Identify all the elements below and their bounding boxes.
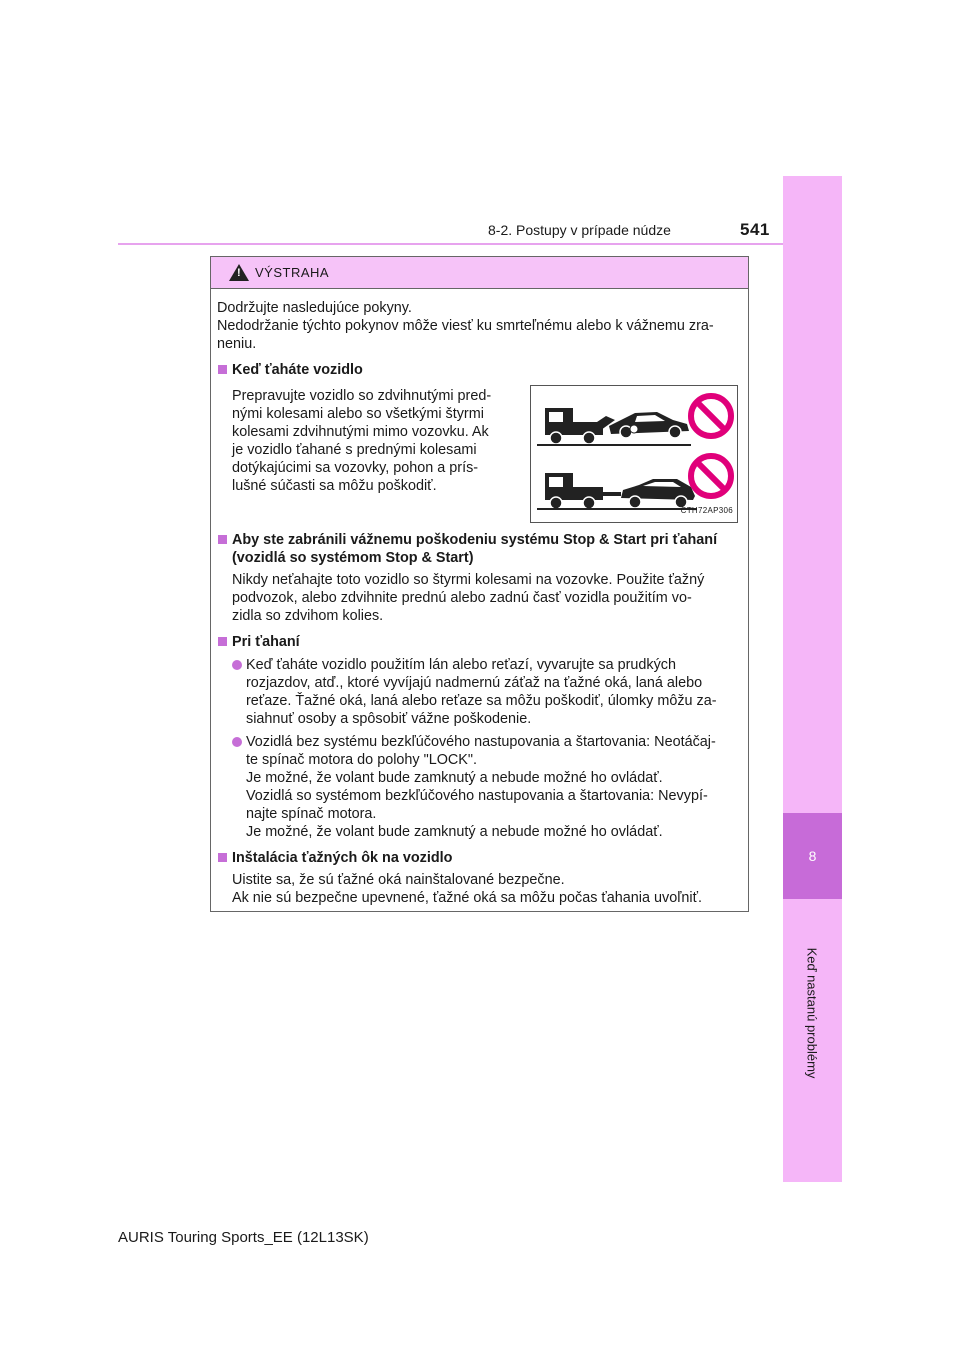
- warning-header: [211, 257, 748, 289]
- chapter-title: Keď nastanú problémy: [804, 947, 820, 1079]
- section-heading-stop-start: Aby ste zabránili vážnemu poškodeniu systému Stop & Start pri ťahaní (vozidlá so systémom Stop & Start): [217, 531, 738, 567]
- tow-truck-bottom: [545, 473, 621, 509]
- warning-triangle-icon: [229, 264, 249, 281]
- during-towing-item-2: Vozidlá bez systému bezkľúčového nastupovania a štartovania: Neotáčaj- te spínač motora do polohy "LOCK". Je možné, že volant bude zamknutý a nebude možné ho ovládať. Vozidlá so systémom bezkľúčového nastupovania a štartovania: Nevypí- najte spínač motora. Je možné, že volant bude zamknutý a nebude možné ho ovládať.: [217, 733, 738, 841]
- towing-illustration: [530, 385, 738, 523]
- section-heading-tow-eyelet: Inštalácia ťažných ôk na vozidlo: [217, 849, 738, 867]
- section-title: 8-2. Postupy v prípade núdze: [488, 222, 671, 238]
- stop-start-text: Nikdy neťahajte toto vozidlo so štyrmi kolesami na vozovke. Použite ťažný podvozok, alebo zdvihnite prednú alebo zadnú časť vozidla použitím vo- zidla so zdvihom kolies.: [232, 572, 705, 624]
- figure-code: CTH72AP306: [680, 506, 733, 515]
- warning-title: VÝSTRAHA: [255, 265, 330, 280]
- page-number: 541: [740, 220, 770, 239]
- chapter-number: 8: [783, 813, 842, 899]
- header-rule: [118, 243, 783, 245]
- section-heading-towing: Keď ťaháte vozidlo: [217, 361, 738, 379]
- prohibited-icon-bottom: [691, 456, 731, 496]
- tow-truck-top: [545, 408, 615, 444]
- tow-eyelet-text: Uistite sa, že sú ťažné oká nainštalované bezpečne. Ak nie sú bezpečne upevnené, ťažné oká sa môžu počas ťahania uvoľniť.: [232, 872, 703, 906]
- towed-car-top: [609, 412, 689, 438]
- towing-text: Prepravujte vozidlo so zdvihnutými pred- nými kolesami alebo so všetkými štyrmi kolesami zdvihnutými mimo vozovku. Ak je vozidlo ťahané s prednými kolesami dotýkajúcimi sa vozovky, pohon a prís- lušné súčasti sa môžu poškodiť.: [232, 388, 492, 494]
- warning-content: [211, 288, 748, 907]
- prohibited-icon-top: [691, 396, 731, 436]
- warning-intro: Dodržujte nasledujúce pokyny. Nedodržanie týchto pokynov môže viesť ku smrteľnému alebo k vážnemu zra- neniu.: [217, 300, 714, 352]
- section-heading-during-towing: Pri ťahaní: [217, 633, 738, 651]
- warning-box: [210, 256, 749, 912]
- footer-model-code: AURIS Touring Sports_EE (12L13SK): [118, 1229, 369, 1246]
- towing-row: [217, 385, 738, 523]
- during-towing-item-1: Keď ťaháte vozidlo použitím lán alebo reťazí, vyvarujte sa prudkých rozjazdov, atď., ktoré vyvíjajú nadmernú záťaž na ťažné oká, laná alebo reťaze. Ťažné oká, laná alebo reťaze sa môžu poškodiť, úlomky môžu za- siahnuť osoby a spôsobiť vážne poškodenie.: [217, 656, 738, 728]
